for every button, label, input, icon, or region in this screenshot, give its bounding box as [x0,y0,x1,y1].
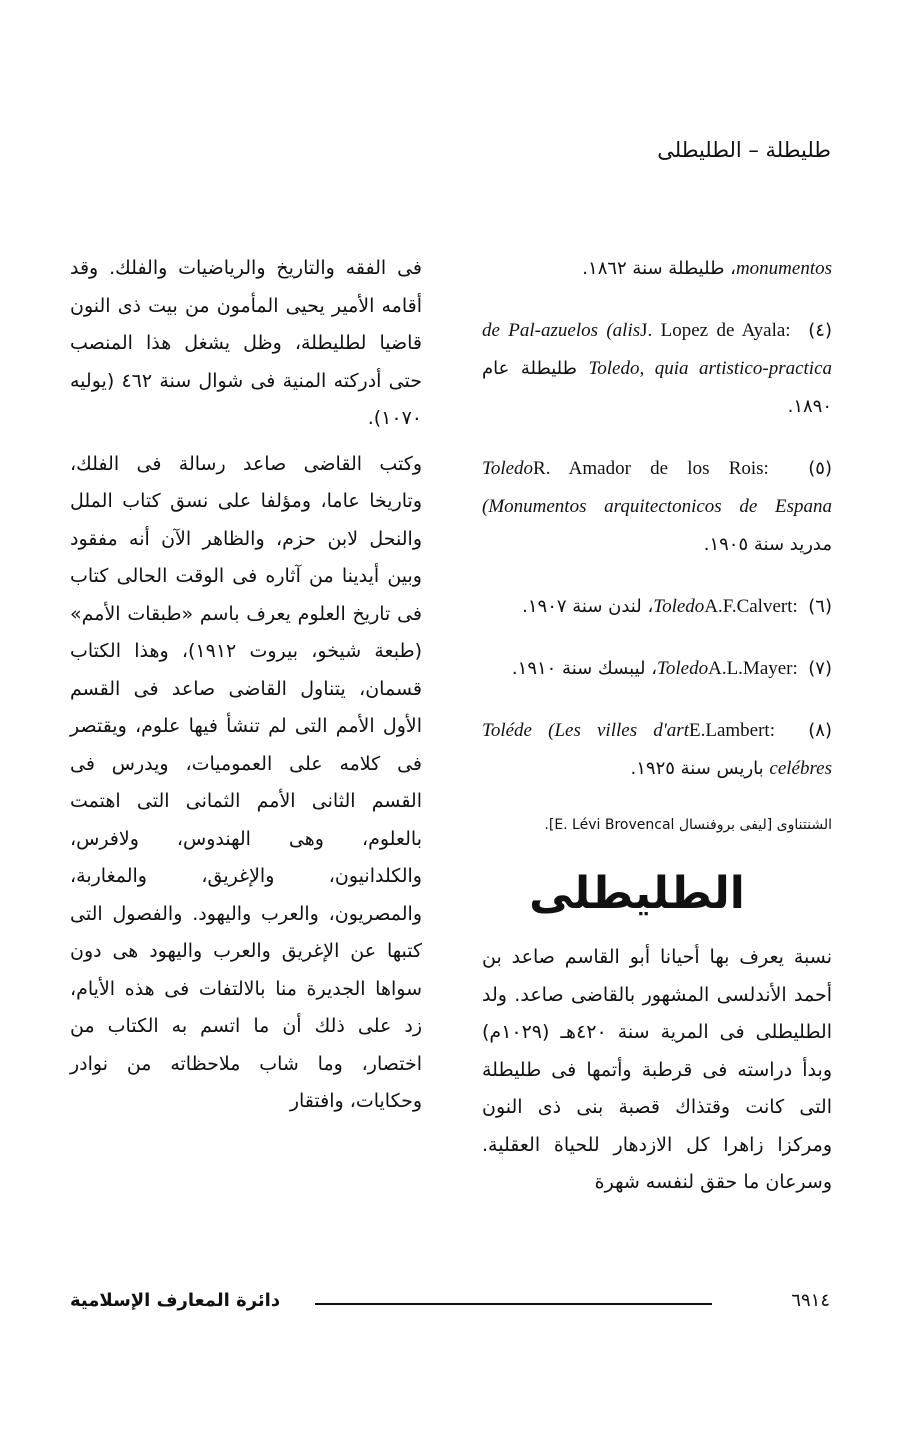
reference-item [482,250,832,288]
reference-number: (٤) [798,320,832,341]
reference-text: A.L.Mayer: [708,658,803,679]
reference-number: (٧) [802,658,832,679]
running-header: طليطلة – الطليطلى [657,138,831,162]
reference-text: ، لندن سنة ١٩٠٧. [522,596,654,617]
page-number: ٦٩١٤ [791,1290,830,1311]
reference-text: مدريد سنة ١٩٠٥. [703,534,832,555]
reference-text: طليطلة عام ١٨٩٠. [482,358,832,417]
reference-item [482,450,832,564]
article-attribution: الشنتناوى [ليفى بروفنسال E. Lévi Brovencal]. [544,817,832,833]
reference-item [482,712,832,788]
right-column [482,250,832,1202]
article-paragraph: وكتب القاضى صاعد رسالة فى الفلك، وتاريخا عاما، ومؤلفا على نسق كتاب الملل والنحل لابن حزم، والظاهر الآن أنه مفقود وبين أيدينا من آثاره فى الوقت الحالى كتاب فى تاريخ العلوم يعرف باسم «طبقات الأمم» (طبعة شيخو، بيروت ١٩١٢)، وهذا الكتاب قسمان، يتناول القاضى صاعد فى القسم الأول الأمم التى لم تنشأ فيها علوم، ويقتصر فى كلامه على العموميات، ويدرس فى القسم الثانى الأمم الثمانى التى اهتمت بالعلوم، وهى الهندوس، ولافرس، والكلدانيون، والإغريق، والمغاربة، والمصريون، والعرب واليهود. والفصول التى كتبها عن الإغريق والعرب واليهود هى دون سواها الجديرة منا بالالتفات فى هذه الأيام، زد على ذلك أن ما اتسم به الكتاب من اختصار، وما شاب ملاحظاته من نوادر وحكايات، وافتقار [70,452,422,1112]
left-column [70,250,422,1121]
reference-item [482,588,832,626]
article-paragraph: فى الفقه والتاريخ والرياضيات والفلك. وقد أقامه الأمير يحيى المأمون من بيت ذى النون قاضيا لطليطلة، وظل يشغل هذا المنصب حتى أدركته المنية فى شوال سنة ٤٦٢ (يوليه ١٠٧٠). [70,257,423,429]
reference-text: باريس سنة ١٩٢٥. [630,758,770,779]
article-title: الطليطلى [529,868,745,919]
reference-text: Toledo [653,596,705,617]
reference-text: R. Amador de los Rois: [533,458,789,479]
page-footer [70,1290,830,1320]
reference-text: monumentos [735,258,832,279]
reference-text: ، طليطلة سنة ١٨٦٢. [582,258,736,279]
references-list [482,250,832,788]
reference-number: (٥) [788,458,832,479]
article-body-start: نسبة يعرف بها أحيانا أبو القاسم صاعد بن أحمد الأندلسى المشهور بالقاضى صاعد. ولد الطليطلى فى المرية سنة ٤٢٠هـ (١٠٢٩م) وبدأ دراسته فى قرطبة وأتمها فى طليطلة التى كانت وقتذاك قصبة بنى ذى النون ومركزا زاهرا كل الازدهار للحياة العقلية. وسرعان ما حقق لنفسه شهرة [482,946,832,1193]
reference-number: (٦) [802,596,832,617]
reference-text: J. Lopez de Ayala: [640,320,799,341]
reference-item [482,650,832,688]
publication-name: دائرة المعارف الإسلامية [70,1290,281,1311]
reference-text: E.Lambert: [688,720,792,741]
reference-text: de Pal-azuelos (alis Toledo, quia artistico-practica [482,320,833,379]
reference-text: A.F.Calvert: [704,596,803,617]
reference-number: (٨) [791,720,832,741]
reference-text: Toledo [657,658,709,679]
reference-text: ، ليبسك سنة ١٩١٠. [511,658,658,679]
footer-rule [315,1303,712,1305]
reference-item [482,312,832,426]
reference-text: Toléde (Les villes d'art celébres [482,720,832,779]
reference-text: Toledo (Monumentos arquitectonicos de Espana [482,458,832,517]
